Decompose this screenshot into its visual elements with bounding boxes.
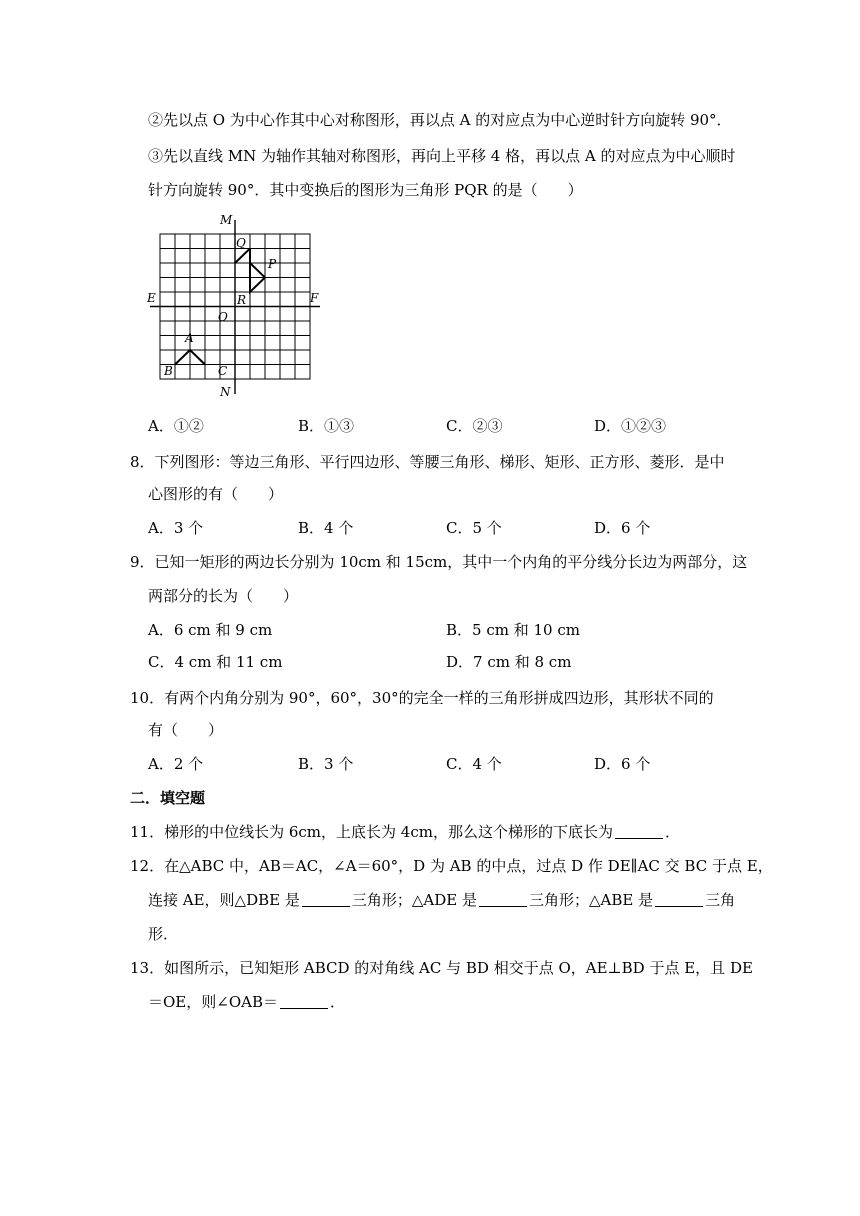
- q8-option-a[interactable]: A．3 个: [148, 519, 204, 537]
- q7-option-b[interactable]: B．①③: [298, 417, 355, 435]
- q11-text: 11．梯形的中位线长为 6cm，上底长为 4cm，那么这个梯形的下底长为: [130, 823, 613, 841]
- label-f: F: [310, 291, 319, 305]
- q13-seg-a: ＝OE，则∠OAB＝: [148, 993, 278, 1011]
- q12-blank-3[interactable]: [655, 892, 703, 907]
- grid-figure: [146, 210, 336, 400]
- label-p: P: [268, 257, 277, 271]
- q9-line-1: 9．已知一矩形的两边长分别为 10cm 和 15cm，其中一个内角的平分线分长边为两部分，这: [130, 553, 748, 571]
- q10-option-b[interactable]: B．3 个: [298, 755, 354, 773]
- q12-blank-2[interactable]: [479, 892, 527, 907]
- q7-line-4: 针方向旋转 90°．其中变换后的图形为三角形 PQR 的是（ ）: [148, 181, 583, 199]
- q7-line-3: ③先以直线 MN 为轴作其轴对称图形，再向上平移 4 格，再以点 A 的对应点为中心顺时: [148, 147, 736, 165]
- q10-option-c[interactable]: C．4 个: [446, 755, 502, 773]
- q8-line-1: 8．下列图形：等边三角形、平行四边形、等腰三角形、梯形、矩形、正方形、菱形．是中: [130, 453, 725, 471]
- q7-option-a[interactable]: A．①②: [148, 417, 204, 435]
- q8-option-c[interactable]: C．5 个: [446, 519, 502, 537]
- q11-answer-blank[interactable]: [615, 824, 663, 839]
- triangle-pqr: [250, 249, 265, 293]
- q10-option-a[interactable]: A．2 个: [148, 755, 204, 773]
- label-e: E: [147, 291, 156, 305]
- q12-seg-c: 三角形；△ABE 是: [528, 891, 654, 909]
- q11-line: [130, 822, 680, 842]
- q12-line-3: 形．: [148, 925, 179, 943]
- label-a: A: [185, 331, 194, 345]
- label-o: O: [218, 310, 228, 324]
- q10-option-d[interactable]: D．6 个: [594, 755, 651, 773]
- q10-line-2: 有（ ）: [148, 721, 224, 739]
- q12-seg-d: 三角: [705, 891, 736, 909]
- q13-answer-blank[interactable]: [280, 994, 328, 1009]
- q9-line-2: 两部分的长为（ ）: [148, 587, 299, 605]
- q13-seg-b: ．: [329, 993, 345, 1011]
- q8-option-b[interactable]: B．4 个: [298, 519, 354, 537]
- q7-option-c[interactable]: C．②③: [446, 417, 503, 435]
- q8-line-2: 心图形的有（ ）: [148, 485, 284, 503]
- label-c: C: [218, 364, 228, 378]
- q8-option-d[interactable]: D．6 个: [594, 519, 651, 537]
- label-q: Q: [236, 236, 246, 250]
- q7-option-d[interactable]: D．①②③: [594, 417, 667, 435]
- q10-line-1: 10．有两个内角分别为 90°，60°，30°的完全一样的三角形拼成四边形，其形状不同的: [130, 689, 714, 707]
- q12-line-1: 12．在△ABC 中，AB＝AC，∠A＝60°，D 为 AB 的中点，过点 D 作 DE∥AC 交 BC 于点 E，: [130, 857, 773, 875]
- triangle-pqr-edge: [235, 249, 250, 264]
- q9-option-b[interactable]: B．5 cm 和 10 cm: [446, 621, 580, 639]
- q12-seg-a: 连接 AE，则△DBE 是: [148, 891, 300, 909]
- section-heading-fill-in: 二．填空题: [130, 789, 206, 807]
- label-b: B: [164, 364, 173, 378]
- q9-option-c[interactable]: C．4 cm 和 11 cm: [148, 653, 283, 671]
- label-n: N: [220, 385, 231, 399]
- q9-option-d[interactable]: D．7 cm 和 8 cm: [446, 653, 572, 671]
- q9-option-a[interactable]: A．6 cm 和 9 cm: [148, 621, 273, 639]
- q12-blank-1[interactable]: [302, 892, 350, 907]
- q12-line-2: [148, 890, 735, 910]
- q13-line-1: 13．如图所示，已知矩形 ABCD 的对角线 AC 与 BD 相交于点 O，AE⊥BD 于点 E，且 DE: [130, 959, 753, 977]
- q7-line-2: ②先以点 O 为中心作其中心对称图形，再以点 A 的对应点为中心逆时针方向旋转 90°．: [148, 111, 732, 129]
- q11-end: ．: [664, 823, 680, 841]
- label-m: M: [220, 213, 233, 227]
- q12-seg-b: 三角形；△ADE 是: [351, 891, 477, 909]
- label-r: R: [237, 293, 247, 307]
- q13-line-2: [148, 992, 345, 1012]
